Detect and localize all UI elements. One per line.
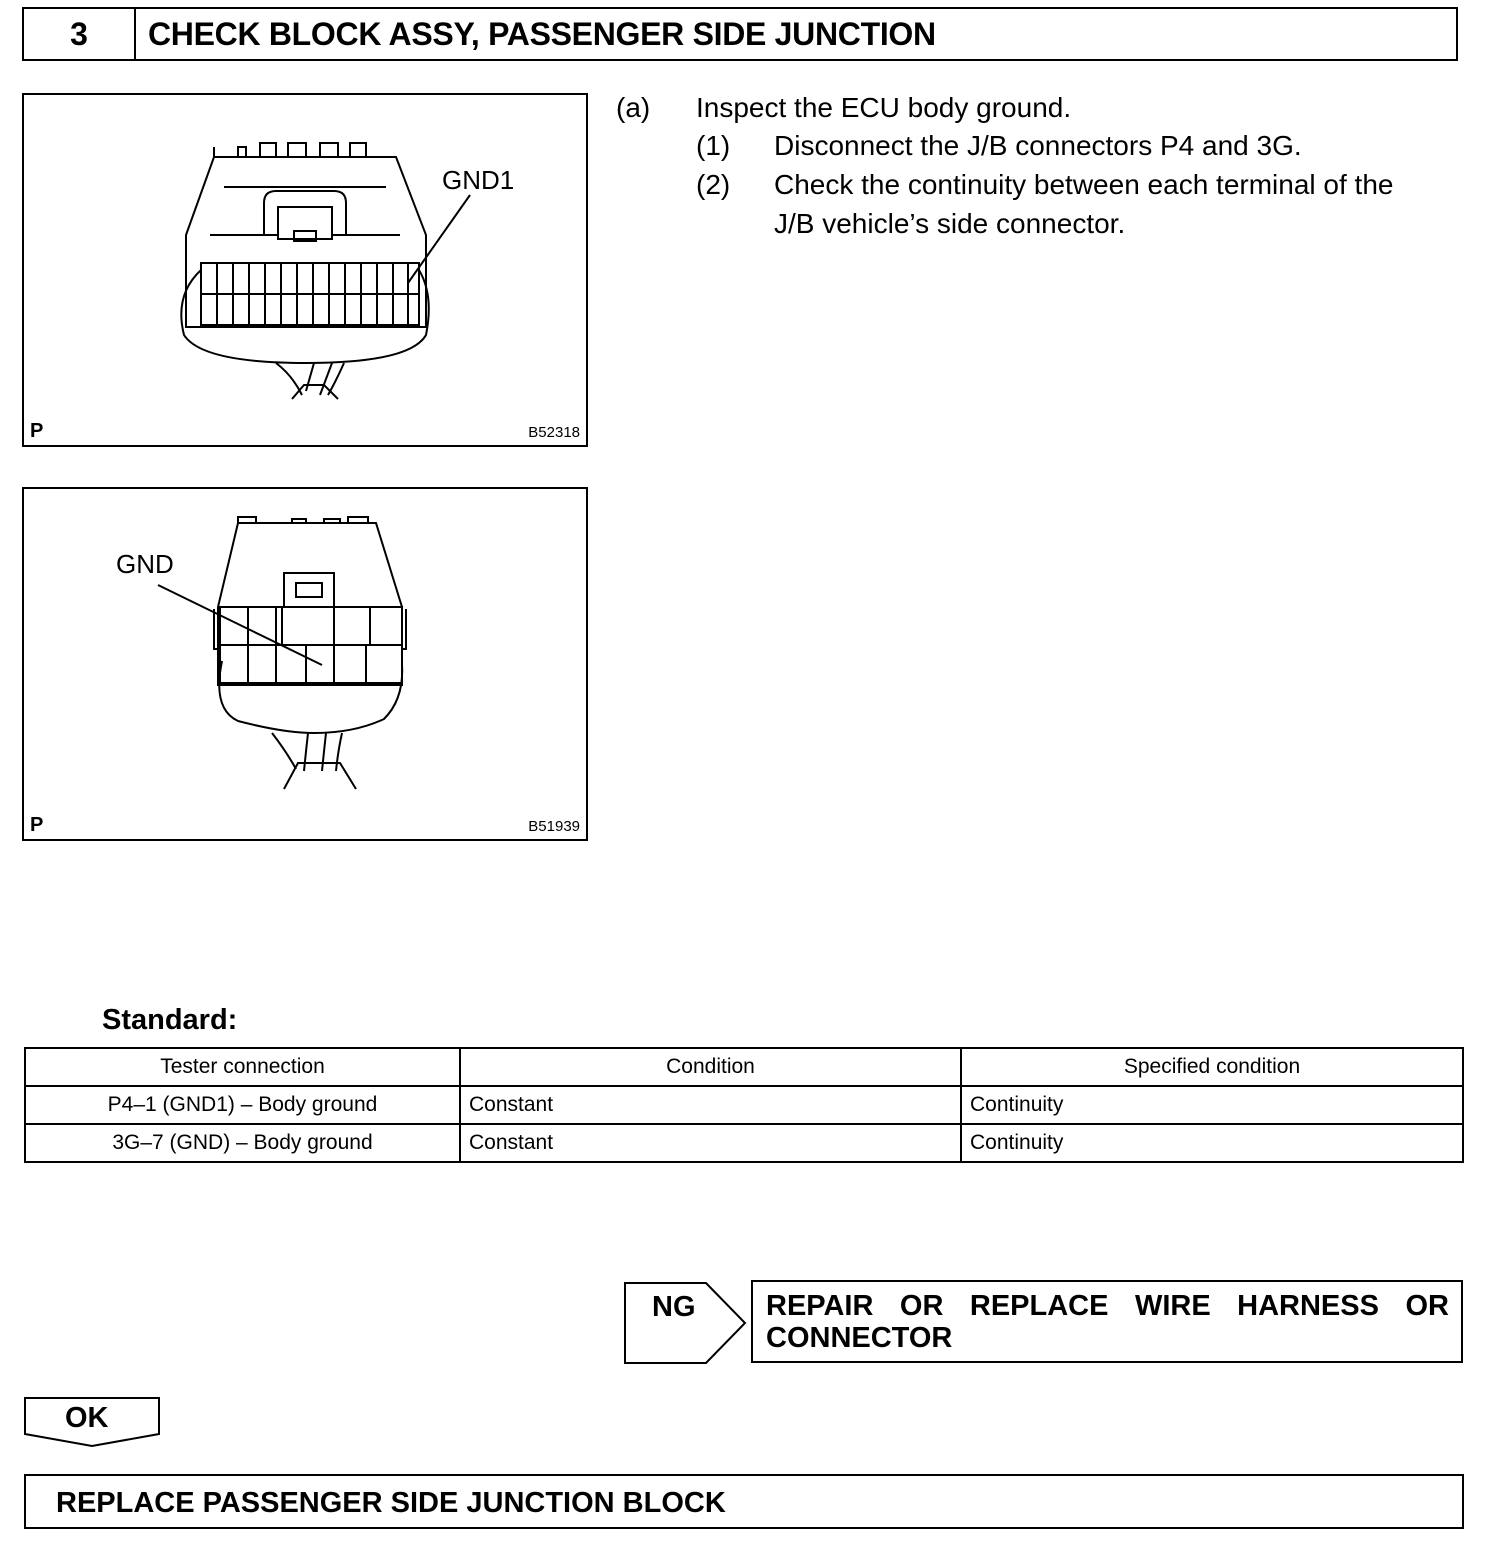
instruction-a-marker: (a) [616, 92, 651, 123]
table-cell: P4–1 (GND1) – Body ground [25, 1086, 460, 1124]
figure-letter: P [30, 420, 44, 442]
ok-branch-arrow [23, 1396, 163, 1448]
ng-label: NG [652, 1291, 696, 1323]
column-header: Specified condition [961, 1048, 1463, 1086]
final-action-box: REPLACE PASSENGER SIDE JUNCTION BLOCK [24, 1474, 1464, 1529]
figure-letter: P [30, 814, 44, 836]
ng-word: OR [899, 1290, 944, 1322]
table-cell: Constant [460, 1086, 961, 1124]
table-cell: Constant [460, 1124, 961, 1162]
column-header: Condition [460, 1048, 961, 1086]
ng-word: REPLACE [969, 1290, 1109, 1322]
table-cell: Continuity [961, 1086, 1463, 1124]
callout-gnd: GND [116, 549, 174, 579]
instruction-2-line2: J/B vehicle’s side connector. [774, 208, 1126, 239]
ng-result-line1 [766, 1290, 1449, 1322]
instruction-1-text: Disconnect the J/B connectors P4 and 3G. [774, 130, 1302, 161]
instruction-1-marker: (1) [696, 130, 731, 161]
standard-table [24, 1047, 1464, 1163]
table-cell: 3G–7 (GND) – Body ground [25, 1124, 460, 1162]
ok-label: OK [65, 1402, 109, 1434]
callout-gnd1: GND1 [442, 165, 515, 195]
table-row [25, 1086, 1463, 1124]
ng-word: REPAIR [766, 1290, 874, 1322]
table-row [25, 1124, 1463, 1162]
instruction-2-line1: Check the continuity between each terminal of the [774, 169, 1394, 200]
step-number: 3 [24, 9, 136, 59]
step-title: CHECK BLOCK ASSY, PASSENGER SIDE JUNCTION [148, 15, 936, 52]
ng-word: HARNESS [1237, 1290, 1379, 1322]
instruction-2-marker: (2) [696, 169, 731, 200]
ng-branch-arrow [624, 1281, 748, 1365]
figure-code: B52318 [528, 424, 580, 441]
standard-label: Standard: [102, 1004, 238, 1036]
table-header-row [25, 1048, 1463, 1086]
ng-result-line2: CONNECTOR [766, 1322, 953, 1354]
ng-result-box [751, 1280, 1463, 1363]
figure-connector-p4 [22, 93, 588, 447]
ng-word: OR [1405, 1290, 1449, 1322]
figure-code: B51939 [528, 818, 580, 835]
step-header [22, 7, 1458, 61]
table-cell: Continuity [961, 1124, 1463, 1162]
instruction-a-text: Inspect the ECU body ground. [696, 92, 1072, 123]
column-header: Tester connection [25, 1048, 460, 1086]
connector-3g-drawing [24, 489, 586, 839]
connector-p4-drawing [24, 95, 586, 445]
ng-word: WIRE [1134, 1290, 1211, 1322]
figure-connector-3g [22, 487, 588, 841]
